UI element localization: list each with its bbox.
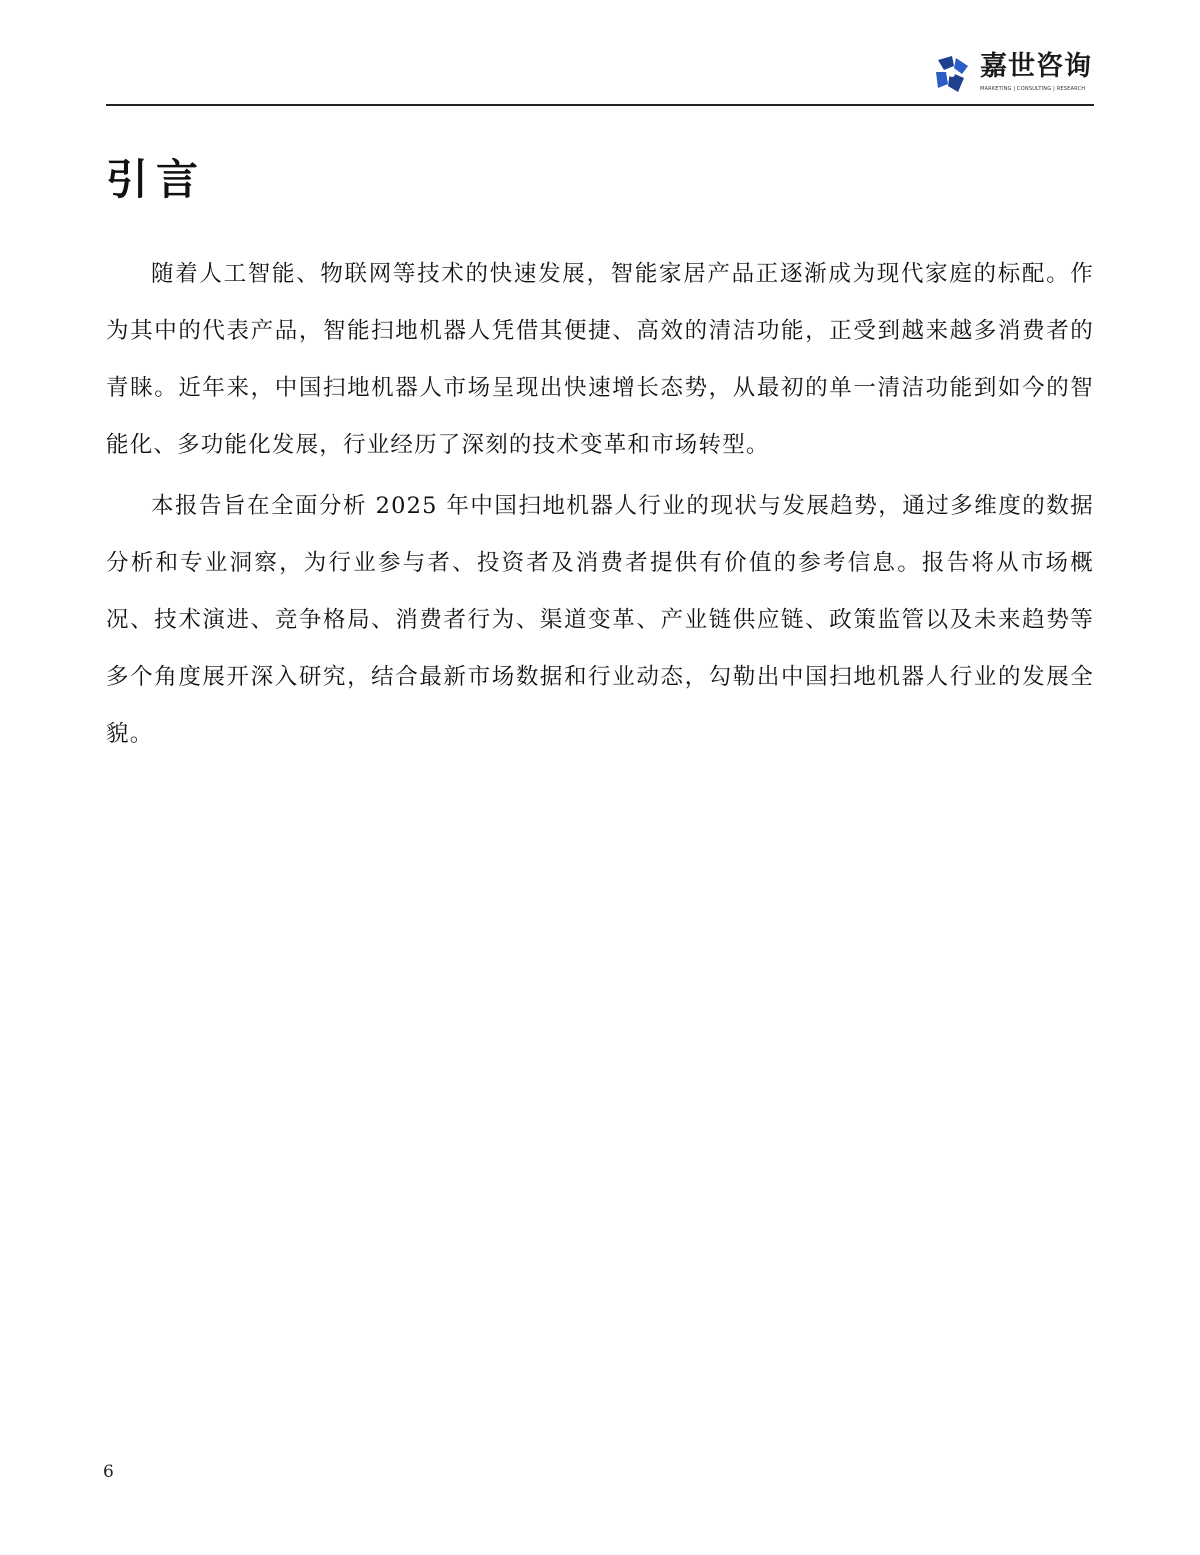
paragraph-2: 本报告旨在全面分析 2025 年中国扫地机器人行业的现状与发展趋势，通过多维度的数据分析和专业洞察，为行业参与者、投资者及消费者提供有价值的参考信息。报告将从市场概况、技术演进、竞争格局、消费者行为、渠道变革、产业链供应链、政策监管以及未来趋势等多个角度展开深入研究，结合最新市场数据和行业动态，勾勒出中国扫地机器人行业的发展全貌。: [106, 493, 1094, 747]
paragraph-1: 随着人工智能、物联网等技术的快速发展，智能家居产品正逐渐成为现代家庭的标配。作为其中的代表产品，智能扫地机器人凭借其便捷、高效的清洁功能，正受到越来越多消费者的青睐。近年来，中国扫地机器人市场呈现出快速增长态势，从最初的单一清洁功能到如今的智能化、多功能化发展，行业经历了深刻的技术变革和市场转型。: [106, 261, 1094, 458]
section-title: 引言: [106, 155, 207, 204]
brand-logo: [932, 52, 1092, 94]
brand-name: 嘉世咨询: [980, 51, 1092, 82]
brand-tagline: MARKETING | CONSULTING | RESEARCH: [980, 86, 1086, 92]
page-header: [106, 0, 1094, 106]
brand-mark-icon: [932, 54, 972, 94]
page-number: 6: [103, 1462, 114, 1482]
body-text: [106, 246, 1094, 767]
header-divider: [106, 104, 1094, 106]
